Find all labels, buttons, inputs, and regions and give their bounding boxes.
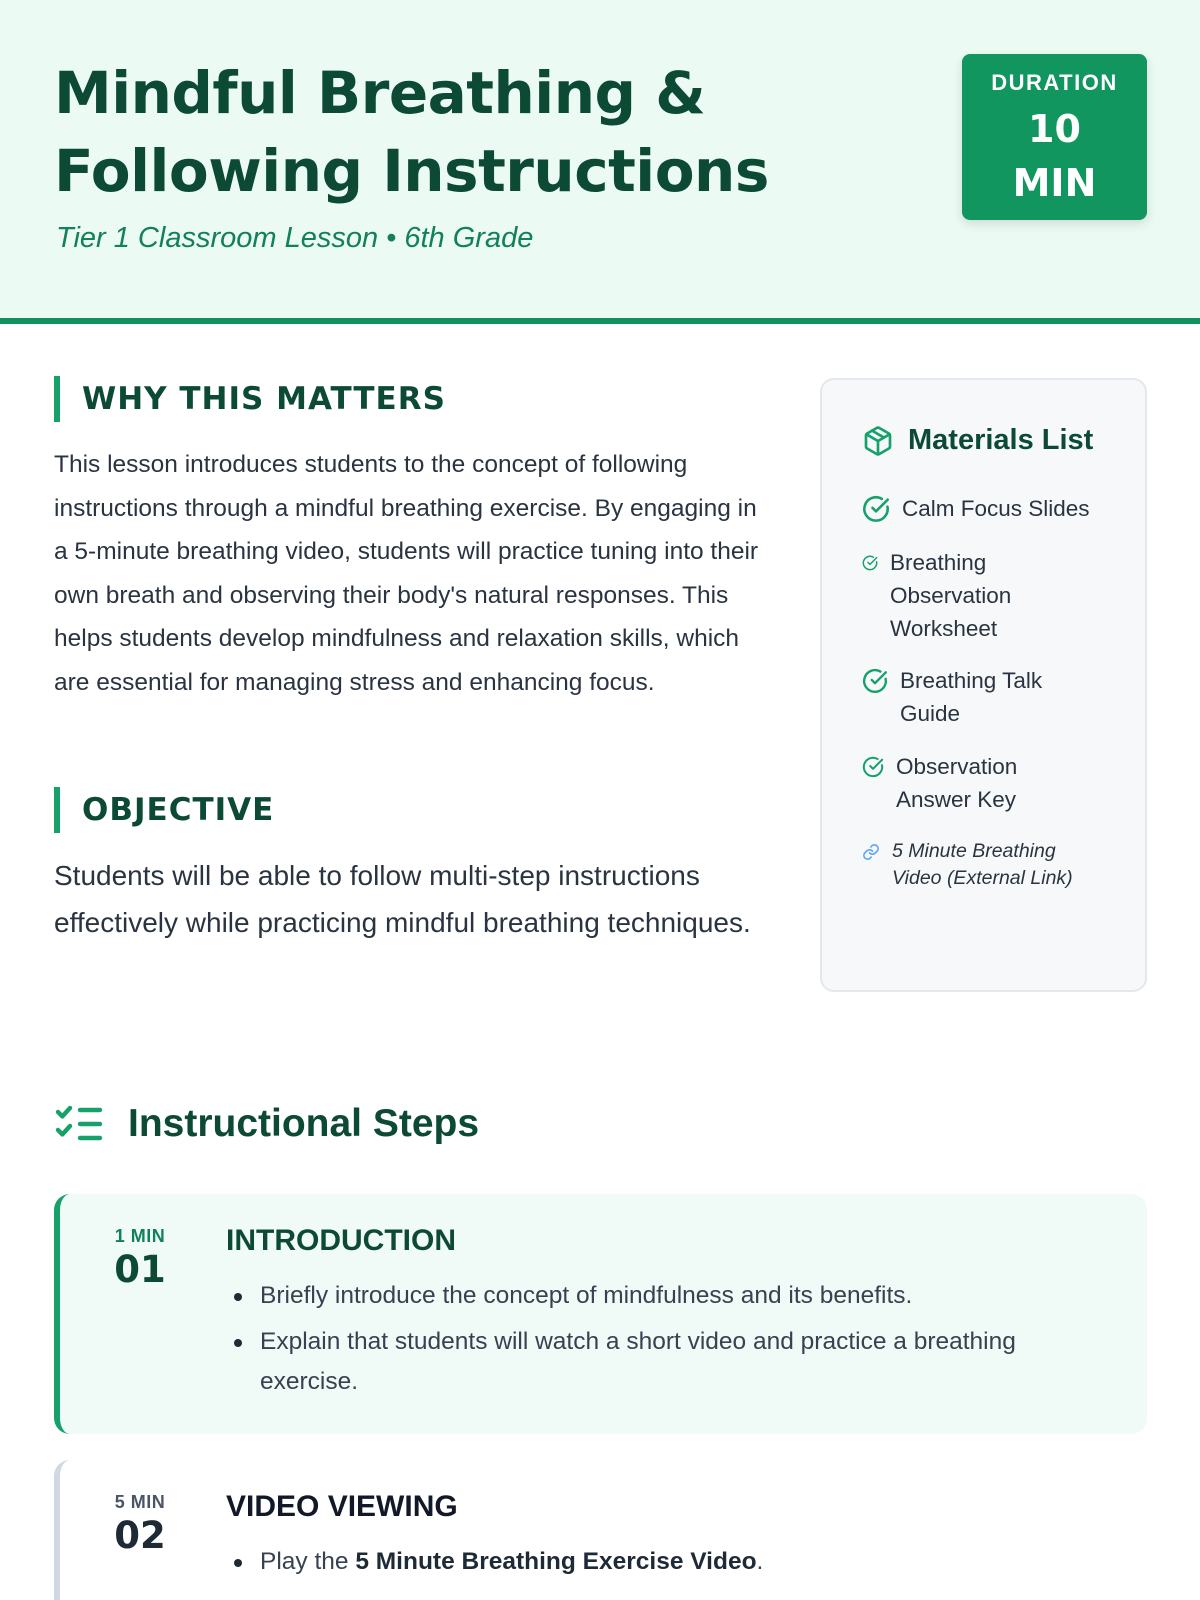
link-icon (862, 843, 880, 861)
materials-title-text: Materials List (908, 424, 1094, 456)
check-circle-icon (862, 495, 890, 523)
video-title: 5 Minute Breathing Exercise Video (355, 1548, 757, 1575)
step-meta (100, 1226, 180, 1293)
step-bullet (226, 1542, 1106, 1582)
lesson-header (0, 0, 1200, 324)
materials-card (820, 378, 1147, 992)
step-bullets (226, 1542, 1106, 1588)
check-circle-icon (862, 668, 888, 694)
step-bullet: Explain that students will watch a short video and practice a breathing exercise. (226, 1322, 1106, 1402)
objective-paragraph: Students will be able to follow multi-step instructions effectively while practicing mindful breathing techniques. (54, 860, 751, 938)
duration-value (962, 102, 1147, 210)
why-paragraph: This lesson introduces students to the concept of following instructions through a mindful breathing exercise. By engaging in a 5-minute breathing video, students will practice tuning into their own breath and observing their body's natural responses. This helps students develop mindfulness and relaxation skills, which are essential for managing stress and enhancing focus. (54, 451, 759, 696)
check-circle-icon (862, 555, 878, 571)
list-checks-icon (56, 1104, 104, 1144)
materials-item-link[interactable] (862, 838, 1122, 892)
materials-item[interactable] (862, 492, 1122, 525)
materials-item-label: Breathing Talk Guide (900, 668, 1043, 726)
check-circle-icon (862, 756, 884, 778)
step-title: INTRODUCTION (226, 1224, 456, 1257)
duration-number: 10 (1028, 107, 1081, 151)
materials-item[interactable] (862, 750, 1122, 816)
lesson-subtitle: Tier 1 Classroom Lesson • 6th Grade (56, 222, 534, 254)
why-heading: WHY THIS MATTERS (54, 376, 446, 422)
bullet-prefix: Play the (260, 1548, 356, 1575)
step-meta (100, 1492, 180, 1559)
duration-badge (962, 54, 1147, 220)
step-bullet: Briefly introduce the concept of mindfulness and its benefits. (226, 1276, 1106, 1316)
steps-heading (56, 1102, 479, 1146)
materials-item[interactable] (862, 546, 1122, 645)
materials-item-label: Calm Focus Slides (902, 496, 1090, 521)
materials-title (862, 424, 1093, 457)
materials-item-label: Breathing Observation Worksheet (890, 550, 1012, 641)
page-title: Mindful Breathing & Following Instructions (54, 59, 769, 205)
materials-item-label: Observation Answer Key (896, 754, 1018, 812)
step-card (54, 1194, 1147, 1434)
duration-label: DURATION (991, 70, 1118, 95)
step-bullets (226, 1276, 1106, 1408)
step-duration: 1 MIN (114, 1226, 166, 1246)
package-icon (862, 425, 894, 457)
bullet-suffix: . (756, 1548, 764, 1575)
objective-heading: OBJECTIVE (54, 787, 274, 833)
step-title: VIDEO VIEWING (226, 1490, 458, 1523)
step-number: 02 (114, 1514, 166, 1557)
materials-item[interactable] (862, 664, 1122, 730)
step-duration: 5 MIN (114, 1492, 166, 1512)
step-number: 01 (114, 1248, 166, 1291)
steps-heading-text: Instructional Steps (128, 1102, 480, 1145)
video-link[interactable]: 5 Minute Breathing Video (External Link) (892, 840, 1073, 889)
step-card (54, 1460, 1147, 1600)
duration-unit: MIN (1012, 161, 1097, 205)
